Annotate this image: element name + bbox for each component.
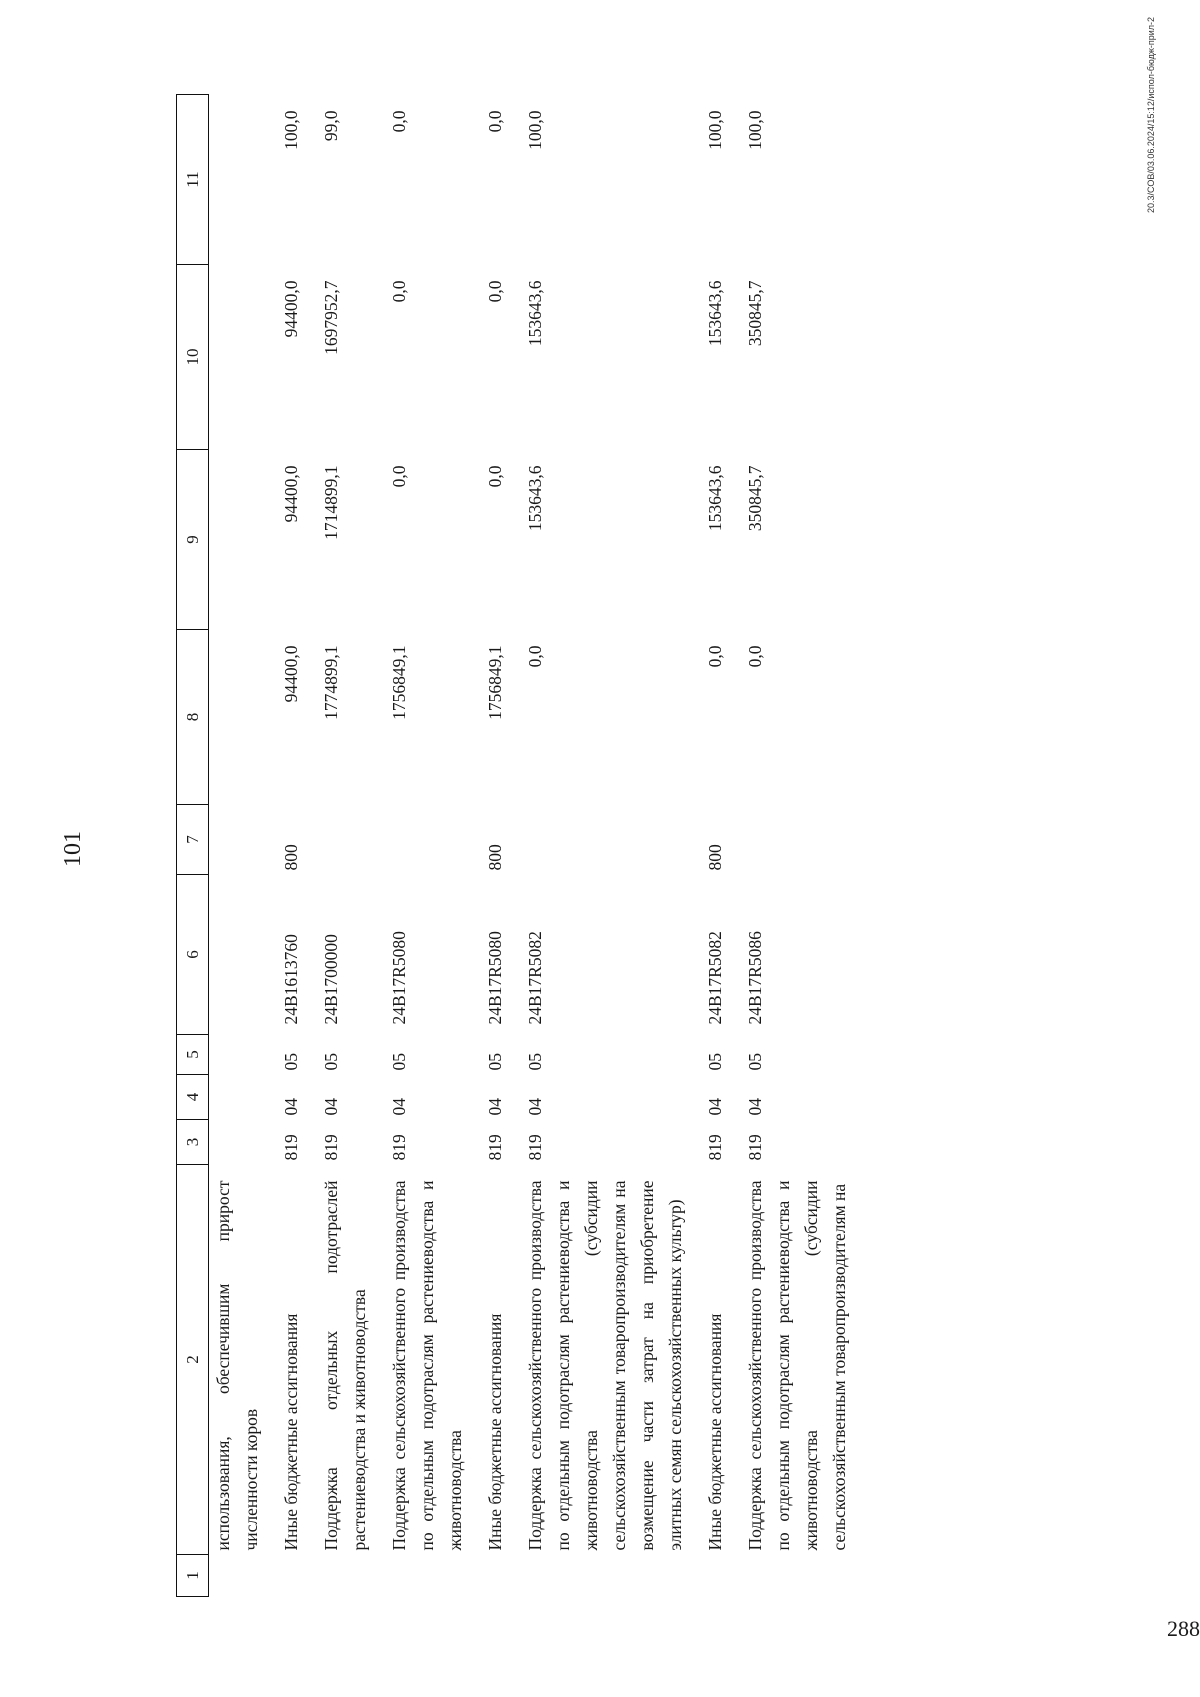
spacer-cell	[729, 95, 741, 1597]
cell-c8: 1756849,1	[485, 645, 505, 720]
cell-c10: 0,0	[389, 280, 409, 303]
cell-pr: 05	[485, 1053, 505, 1071]
row-spacer	[373, 95, 385, 1597]
cell-num	[521, 1555, 689, 1597]
cell-vr	[741, 805, 853, 875]
cell-num	[741, 1555, 853, 1597]
row-spacer	[305, 95, 317, 1597]
cell-vr: 800	[281, 844, 301, 871]
document-stamp: 20.3/СОВ/03.06.2024/15:12/испол-бюдж-прил-2	[1146, 17, 1156, 213]
table-row	[209, 95, 266, 1597]
cell-pr: 05	[389, 1053, 409, 1071]
cell-c8: 1774899,1	[321, 645, 341, 720]
cell-rz	[209, 1075, 266, 1120]
spacer-cell	[469, 95, 481, 1597]
cell-c11: 100,0	[525, 110, 545, 150]
table-row	[385, 95, 469, 1597]
table-body	[209, 95, 866, 1597]
table-row	[317, 95, 373, 1597]
cell-csr: 24В17R5086	[745, 931, 765, 1025]
cell-num	[385, 1555, 469, 1597]
cell-pr: 05	[321, 1053, 341, 1071]
cell-c10: 94400,0	[281, 280, 301, 338]
row-spacer	[853, 95, 865, 1597]
row-spacer	[689, 95, 701, 1597]
cell-c9: 350845,7	[745, 465, 765, 532]
cell-rz: 04	[745, 1098, 765, 1116]
table-header-row	[177, 95, 209, 1597]
cell-name: Поддержка сельскохозяйственного производства по отдельным подотраслям растениеводства и животноводства	[389, 1180, 465, 1551]
cell-c10	[209, 265, 266, 450]
cell-vr	[317, 805, 373, 875]
table-row	[741, 95, 853, 1597]
header-col-3: 3	[177, 1120, 209, 1165]
cell-c9: 153643,6	[525, 465, 545, 532]
cell-c8: 0,0	[525, 645, 545, 668]
cell-csr: 24В1613760	[281, 934, 301, 1025]
budget-table	[176, 94, 865, 1597]
spacer-cell	[265, 95, 277, 1597]
header-col-6: 6	[177, 875, 209, 1035]
cell-c11: 0,0	[389, 110, 409, 133]
header-col-2: 2	[177, 1165, 209, 1555]
page-header-number: 101	[60, 831, 86, 867]
cell-csr: 24В17R5082	[705, 931, 725, 1025]
cell-pr: 05	[281, 1053, 301, 1071]
cell-csr: 24В17R5080	[485, 931, 505, 1025]
cell-c8: 1756849,1	[389, 645, 409, 720]
cell-name: Иные бюджетные ассигнования	[705, 1313, 725, 1551]
cell-c8: 0,0	[745, 645, 765, 668]
cell-c10: 1697952,7	[321, 280, 341, 355]
cell-pr: 05	[705, 1053, 725, 1071]
cell-gr: 819	[281, 1134, 301, 1161]
cell-name: Иные бюджетные ассигнования	[485, 1313, 505, 1551]
cell-csr: 24В1700000	[321, 934, 341, 1025]
cell-vr: 800	[485, 844, 505, 871]
cell-c10: 153643,6	[705, 280, 725, 347]
header-col-9: 9	[177, 450, 209, 630]
table-row	[277, 95, 305, 1597]
cell-c10: 0,0	[485, 280, 505, 303]
cell-pr: 05	[525, 1053, 545, 1071]
spacer-cell	[373, 95, 385, 1597]
spacer-cell	[509, 95, 521, 1597]
cell-vr	[209, 805, 266, 875]
cell-gr: 819	[389, 1134, 409, 1161]
cell-rz: 04	[485, 1098, 505, 1116]
cell-name: Поддержка сельскохозяйственного производства по отдельным подотраслям растениеводства и животноводства (субсидии сельскохозяйственным товаропроизводителям на	[745, 1180, 849, 1551]
table-row	[701, 95, 729, 1597]
spacer-cell	[689, 95, 701, 1597]
cell-name: Поддержка отдельных подотраслей растениеводства и животноводства	[321, 1180, 369, 1551]
cell-pr	[209, 1035, 266, 1075]
table-row	[521, 95, 689, 1597]
row-spacer	[729, 95, 741, 1597]
cell-c11	[209, 95, 266, 265]
spacer-cell	[853, 95, 865, 1597]
row-spacer	[469, 95, 481, 1597]
cell-gr: 819	[485, 1134, 505, 1161]
cell-c8: 94400,0	[281, 645, 301, 703]
header-col-10: 10	[177, 265, 209, 450]
cell-c10: 153643,6	[525, 280, 545, 347]
header-col-4: 4	[177, 1075, 209, 1120]
cell-c9: 1714899,1	[321, 465, 341, 540]
cell-csr: 24В17R5080	[389, 931, 409, 1025]
cell-num	[209, 1555, 266, 1597]
cell-gr: 819	[321, 1134, 341, 1161]
header-col-11: 11	[177, 95, 209, 265]
cell-vr	[521, 805, 689, 875]
cell-c11: 99,0	[321, 110, 341, 142]
row-spacer	[265, 95, 277, 1597]
cell-num	[317, 1555, 373, 1597]
cell-name: Поддержка сельскохозяйственного производства по отдельным подотраслям растениеводства и животноводства (субсидии сельскохозяйственным товаропроизводителям на возмещение части затрат на приобретение элитных семян сельскохозяйственных культур)	[525, 1180, 685, 1551]
cell-num	[481, 1555, 509, 1597]
cell-c9	[209, 450, 266, 630]
cell-rz: 04	[389, 1098, 409, 1116]
spacer-cell	[305, 95, 317, 1597]
cell-c9: 153643,6	[705, 465, 725, 532]
header-col-7: 7	[177, 805, 209, 875]
cell-c9: 0,0	[485, 465, 505, 488]
header-col-1: 1	[177, 1555, 209, 1597]
cell-rz: 04	[281, 1098, 301, 1116]
page-footer-number: 288	[1167, 1616, 1200, 1641]
cell-c11: 0,0	[485, 110, 505, 133]
cell-rz: 04	[705, 1098, 725, 1116]
cell-num	[277, 1555, 305, 1597]
cell-vr	[385, 805, 469, 875]
cell-rz: 04	[525, 1098, 545, 1116]
header-col-5: 5	[177, 1035, 209, 1075]
cell-c11: 100,0	[705, 110, 725, 150]
cell-name: Иные бюджетные ассигнования	[281, 1313, 301, 1551]
cell-c9: 94400,0	[281, 465, 301, 523]
cell-name: использования, обеспечившим прирост численности коров	[213, 1180, 261, 1551]
cell-pr: 05	[745, 1053, 765, 1071]
row-spacer	[509, 95, 521, 1597]
cell-gr	[209, 1120, 266, 1165]
cell-num	[701, 1555, 729, 1597]
cell-c8: 0,0	[705, 645, 725, 668]
cell-gr: 819	[705, 1134, 725, 1161]
cell-c10: 350845,7	[745, 280, 765, 347]
header-col-8: 8	[177, 630, 209, 805]
table-row	[481, 95, 509, 1597]
cell-vr: 800	[705, 844, 725, 871]
cell-c9: 0,0	[389, 465, 409, 488]
cell-gr: 819	[745, 1134, 765, 1161]
cell-c11: 100,0	[745, 110, 765, 150]
cell-csr: 24В17R5082	[525, 931, 545, 1025]
cell-rz: 04	[321, 1098, 341, 1116]
cell-csr	[209, 875, 266, 1035]
cell-c8	[209, 630, 266, 805]
cell-c11: 100,0	[281, 110, 301, 150]
cell-gr: 819	[525, 1134, 545, 1161]
